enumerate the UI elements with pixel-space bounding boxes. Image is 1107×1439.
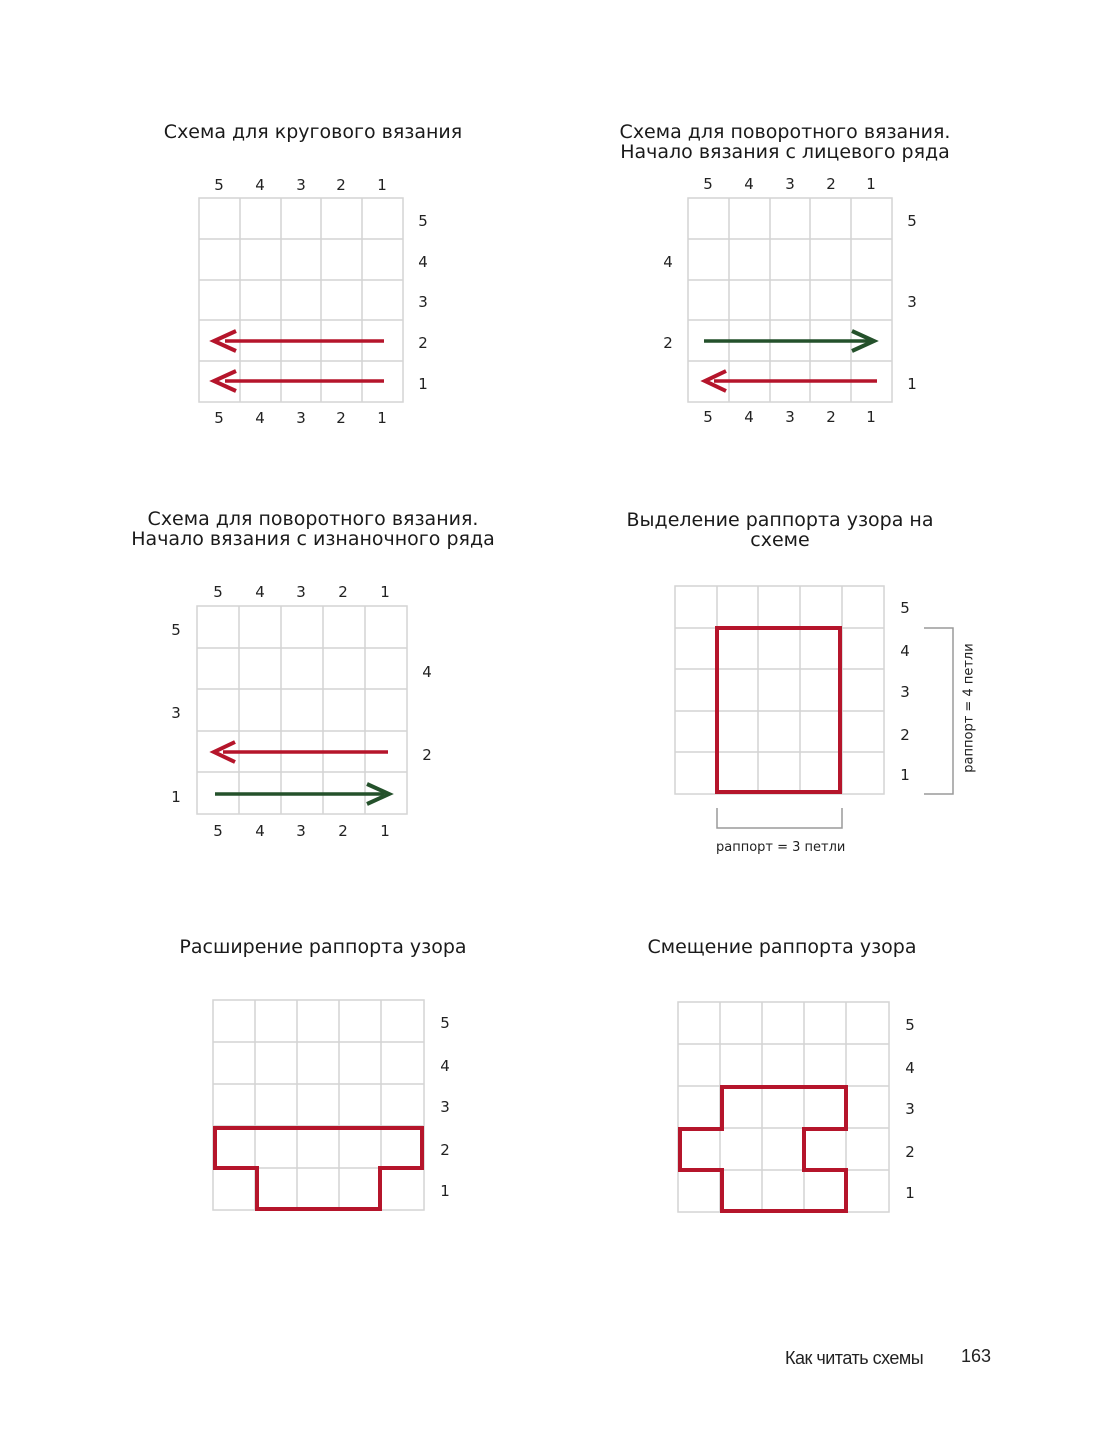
row-label: 2	[440, 1141, 450, 1159]
row-label: 3	[905, 1100, 915, 1118]
repeat-height-bracket	[924, 628, 953, 794]
title-line: Схема для поворотного вязания.	[147, 508, 479, 530]
col-label: 3	[296, 409, 306, 427]
grid-flat-ws	[197, 606, 407, 814]
row-label: 2	[418, 334, 428, 352]
col-label: 5	[214, 176, 224, 194]
col-label: 3	[296, 176, 306, 194]
row-label: 3	[171, 704, 181, 722]
col-label: 3	[785, 175, 795, 193]
footer-section-title: Как читать схемы	[785, 1348, 924, 1368]
row-label: 3	[440, 1098, 450, 1116]
row-label: 4	[663, 253, 673, 271]
row-label: 4	[905, 1059, 915, 1077]
col-label: 1	[866, 408, 876, 426]
row-label: 1	[171, 788, 181, 806]
title-line: схеме	[750, 529, 810, 551]
repeat-width-label: раппорт = 3 петли	[716, 840, 846, 855]
col-label: 3	[296, 583, 306, 601]
grid-flat-rs	[688, 198, 892, 402]
row-label: 4	[440, 1057, 450, 1075]
arrow-right-green	[215, 784, 389, 804]
grid-expanded	[213, 1000, 424, 1210]
arrows-flat-ws	[214, 742, 389, 804]
title-line: Начало вязания с лицевого ряда	[620, 141, 950, 163]
chart-title-circular: Схема для кругового вязания	[163, 121, 463, 143]
col-label: 2	[338, 583, 348, 601]
chart-title-expanded: Расширение раппорта узора	[179, 936, 467, 958]
row-label: 4	[422, 663, 432, 681]
col-label: 2	[826, 408, 836, 426]
repeat-height-label: раппорт = 4 петли	[961, 643, 977, 773]
row-label: 3	[900, 683, 910, 701]
row-label: 5	[907, 212, 917, 230]
col-label: 2	[336, 176, 346, 194]
col-label: 3	[785, 408, 795, 426]
row-label: 1	[440, 1182, 450, 1200]
shifted-repeat-outline	[680, 1087, 846, 1211]
arrow-left-red	[214, 742, 388, 762]
grid-repeat	[675, 586, 884, 794]
col-label: 1	[380, 822, 390, 840]
col-label: 5	[703, 408, 713, 426]
col-label: 4	[255, 409, 265, 427]
col-label: 4	[255, 583, 265, 601]
row-label: 2	[422, 746, 432, 764]
row-label: 3	[418, 293, 428, 311]
row-label: 4	[900, 642, 910, 660]
grid-shifted	[678, 1002, 889, 1212]
chart-title-shifted: Смещение раппорта узора	[647, 936, 917, 958]
col-label: 2	[826, 175, 836, 193]
row-label: 5	[900, 599, 910, 617]
row-label: 1	[418, 375, 428, 393]
col-label: 4	[744, 408, 754, 426]
col-label: 5	[213, 822, 223, 840]
row-label: 1	[907, 375, 917, 393]
col-label: 1	[380, 583, 390, 601]
title-line: Начало вязания с изнаночного ряда	[131, 528, 495, 550]
row-label: 1	[905, 1184, 915, 1202]
row-label: 5	[905, 1016, 915, 1034]
title-line: Выделение раппорта узора на	[626, 509, 934, 531]
repeat-width-bracket	[717, 808, 842, 828]
col-label: 5	[214, 409, 224, 427]
col-label: 2	[338, 822, 348, 840]
col-label: 1	[866, 175, 876, 193]
col-label: 1	[377, 176, 387, 194]
row-label: 4	[418, 253, 428, 271]
row-label: 2	[663, 334, 673, 352]
title-line: Схема для поворотного вязания.	[619, 121, 951, 143]
col-label: 5	[703, 175, 713, 193]
col-label: 5	[213, 583, 223, 601]
repeat-outline	[717, 628, 840, 792]
row-label: 2	[905, 1143, 915, 1161]
row-label: 2	[900, 726, 910, 744]
row-label: 5	[440, 1014, 450, 1032]
page-number: 163	[961, 1346, 992, 1366]
row-label: 5	[171, 621, 181, 639]
col-label: 1	[377, 409, 387, 427]
row-label: 1	[900, 766, 910, 784]
col-label: 4	[255, 176, 265, 194]
col-label: 2	[336, 409, 346, 427]
col-label: 3	[296, 822, 306, 840]
grid-circular	[199, 198, 403, 402]
col-label: 4	[744, 175, 754, 193]
col-label: 4	[255, 822, 265, 840]
row-label: 5	[418, 212, 428, 230]
row-label: 3	[907, 293, 917, 311]
